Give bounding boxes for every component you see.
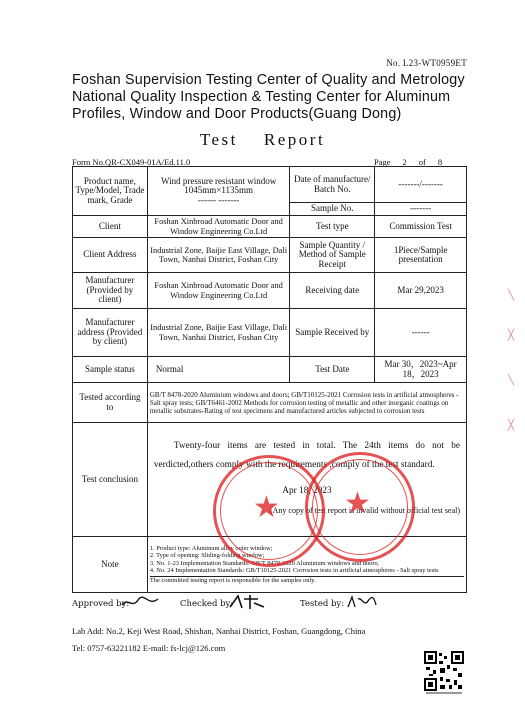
manufacturer-value: Foshan Xinbroad Automatic Door and Window Engineering Co.Ltd (147, 273, 290, 309)
test-conclusion-cell (147, 423, 466, 537)
seal-star-icon: ★ (253, 491, 280, 524)
seal-note: (Any copy of test report is invalid without official test seal) (269, 506, 460, 515)
checked-by-label: Checked by: (180, 599, 234, 609)
approved-by-label: Approved by: (72, 599, 130, 609)
page-indicator: Page 2 of 8 (374, 157, 443, 167)
conclusion-text: Twenty-four items are tested in total. The 24th items do not be verdicted,others comply with the requirements ,comply of the test standard. (153, 441, 460, 470)
qr-code-icon (424, 651, 464, 695)
note-label: Note (73, 537, 148, 593)
sample-status-label: Sample status (73, 357, 148, 383)
client-value: Foshan Xinbroad Automatic Door and Window Engineering Co.Ltd (147, 216, 290, 238)
margin-seal-mark: ╳ (508, 420, 515, 431)
sample-no-label: Sample No. (290, 203, 375, 216)
product-label: Product name, Type/Model, Trade mark, Grade (73, 167, 148, 216)
client-label: Client (73, 216, 148, 238)
product-value: Wind pressure resistant window 1045mm×1135mm ------ ------- (147, 167, 290, 216)
test-date-value: Mar 30，2023~Apr 18，2023 (375, 357, 467, 383)
form-number: Form No.QR-CX049-01A/Ed.11.0 (72, 157, 191, 167)
approved-signature (120, 595, 160, 612)
sample-received-label: Sample Received by (290, 309, 375, 357)
margin-seal-mark: ╲ (508, 375, 515, 386)
org-line-1: Foshan Supervision Testing Center of Quality and Metrology (72, 72, 465, 88)
contact-info: Tel: 0757-63221182 E-mail: fs-lcj@126.com (72, 643, 226, 653)
receiving-date-value: Mar 29,2023 (375, 273, 467, 309)
sample-no-value: ------- (375, 203, 467, 216)
tested-according-label: Tested according to (73, 383, 148, 423)
seal-star-icon: ★ (344, 487, 371, 520)
checked-signature (228, 593, 266, 614)
report-number: No. L23-WT0959ET (386, 58, 467, 68)
report-title: Test Report (199, 130, 326, 149)
sample-quantity-label: Sample Quantity / Method of Sample Receipt (290, 238, 375, 273)
client-address-value: Industrial Zone, Baijie East Village, Dali Town, Nanhai District, Foshan City (147, 238, 290, 273)
manufacturer-label: Manufacturer (Provided by client) (73, 273, 148, 309)
test-type-label: Test type (290, 216, 375, 238)
receiving-date-label: Receiving date (290, 273, 375, 309)
manufacturer-address-value: Industrial Zone, Baijie East Village, Dali Town, Nanhai District, Foshan City (147, 309, 290, 357)
date-manufacture-value: -------/------- (375, 167, 467, 203)
report-table (72, 166, 467, 593)
organization-header (72, 72, 485, 123)
lab-address: Lab Add: No.2, Keji West Road, Shishan, Nanhai District, Foshan, Guangdong, China (72, 626, 366, 636)
sample-received-value: ------ (375, 309, 467, 357)
margin-seal-mark: ╳ (508, 330, 515, 341)
margin-seal-mark: ╲ (508, 290, 515, 301)
tested-by-label: Tested by: (300, 599, 345, 609)
date-manufacture-label: Date of manufacture/ Batch No. (290, 167, 375, 203)
conclusion-date: Apr 18, 2023 (282, 486, 332, 496)
sample-status-value: Normal (147, 357, 290, 383)
org-line-2: National Quality Inspection & Testing Center for Aluminum (72, 89, 451, 105)
tested-signature (346, 595, 378, 612)
manufacturer-address-label: Manufacturer address (Provided by client) (73, 309, 148, 357)
note-content: 1. Product type: Aluminum alloy outer window; 2. Type of opening: Sliding-folding window; 3. No. 1-23 Implementation Standards: GB/T 8478-2020 Aluminium windows and doors; 4. No. 24 Implementation Standards: GB/T10125-2021 Corrosion tests in artificial atmospheres - Salt spray tests The committed testing report is responsible for the samples only. (147, 537, 466, 593)
test-date-label: Test Date (290, 357, 375, 383)
test-type-value: Commission Test (375, 216, 467, 238)
org-line-3: Profiles, Window and Door Products(Guang Dong) (72, 106, 402, 122)
test-conclusion-label: Test conclusion (73, 423, 148, 537)
client-address-label: Client Address (73, 238, 148, 273)
tested-according-value: GB/T 8478-2020 Aluminium windows and doors; GB/T10125-2021 Corrosion tests in artificial atmospheres - Salt spray tests; GB/T6461-2002 Methods for corrosion testing of metallic and other inorganic coatings on metallic substrates-Rating of test specimens and manufactured articles subjected to corrosion tests (147, 383, 466, 423)
sample-quantity-value: 1Piece/Sample presentation (375, 238, 467, 273)
